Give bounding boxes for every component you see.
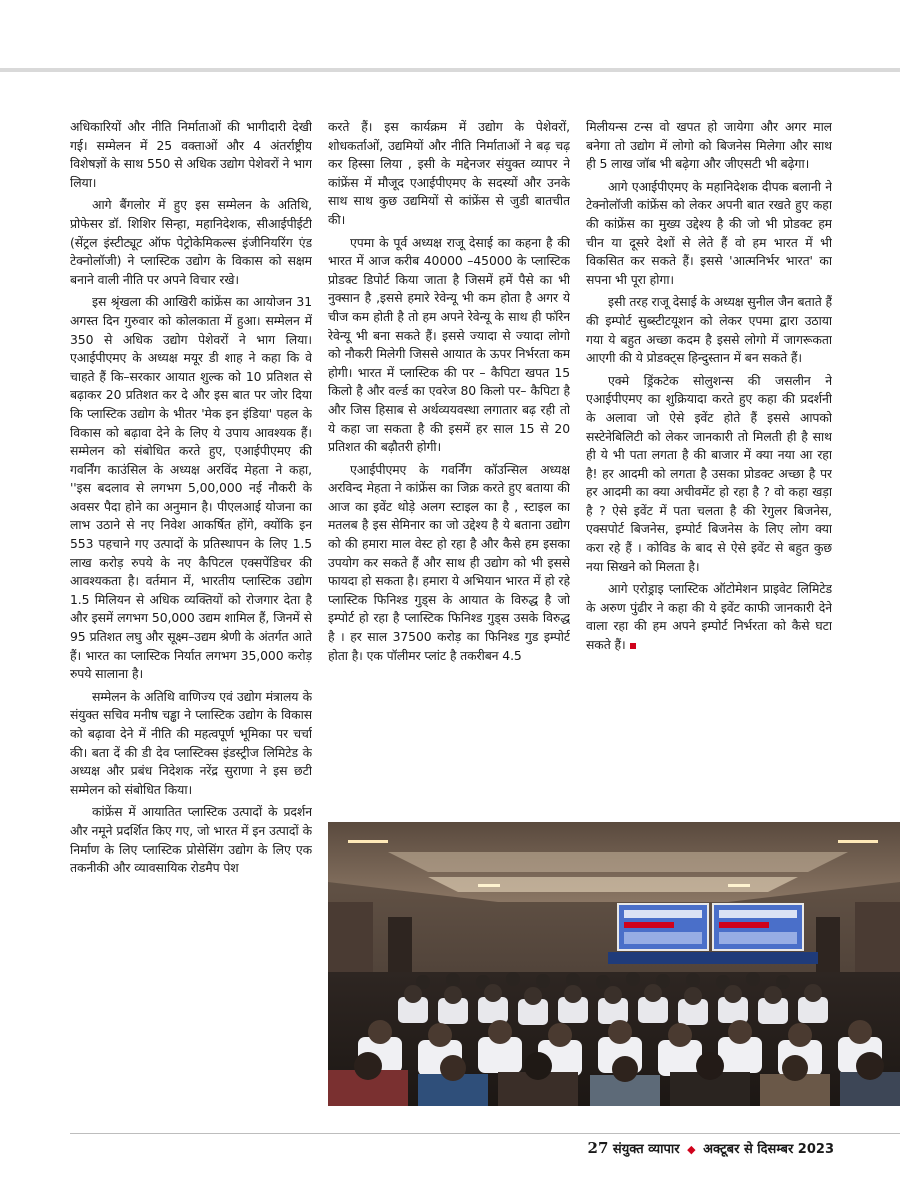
- article-column-3: [586, 118, 832, 823]
- paragraph: [586, 580, 832, 654]
- article-column-1: [70, 118, 312, 1108]
- footer-rule: [70, 1133, 900, 1134]
- paragraph: मिलीयन्स टन्स वो खपत हो जायेगा और अगर माल बनेगा तो उद्योग में लोगो को बिजनेस मिलेगा और साथ ही 5 लाख जॉब भी बढ़ेगा और जीएसटी भी बढ़ेगा।: [586, 119, 832, 172]
- paragraph-text: आगे एरोड्राइ प्लास्टिक ऑटोमेशन प्राइवेट लिमिटेड के अरुण पुंढीर ने कहा की ये इवेंट काफी जानकारी देने वाला रहा की हम अपने इम्पोर्ट निर्भरता को कैसे घटा सकते हैं।: [586, 581, 832, 653]
- paragraph: एपमा के पूर्व अध्यक्ष राजू देसाई का कहना है की भारत में आज करीब 40000 –45000 के प्लास्टिक प्रोडक्ट डिपोर्ट किया जाता है जिसमें हमें पैसे का भी नुक्सान है ,इससे हमारे रेवेन्यू भी कम होता है अगर ये चीज कम होती है तो हम अपने रेवेन्यू के साथ ही फॉरेन रेवेन्यू भी बना सकते हैं। इससे ज्यादा से ज्यादा लोगो को नौकरी मिलेगी जिससे आयात के ऊपर निर्भरता कम होगी। भारत में प्लास्टिक की पर – कैपिटा खपत 15 किलो है और वर्ल्ड का एवरेज 80 किलो पर– कैपिटा है और जिस हिसाब से अर्थव्ययवस्था लगातार बढ़ रही तो ये कहा जा सकता है की इसमें हर साल 15 से 20 प्रतिशत की बढ़ौतरी होगी।: [328, 234, 570, 455]
- top-rule: [0, 68, 900, 72]
- paragraph: अधिकारियों और नीति निर्माताओं की भागीदारी देखी गई। सम्मेलन में 25 वक्ताओं और 4 अंतर्राष्ट्रीय विशेषज्ञों के साथ 550 से अधिक उद्योग पेशेवरों ने भाग लिया।: [70, 119, 312, 190]
- page-number: 27: [587, 1139, 609, 1157]
- paragraph: एक्मे ड्रिंकटेक सोलुशन्स की जसलीन ने एआईपीएमए का शुक्रियादा करते हुए कहा की प्रदर्शनी के अलावा जो ऐसे इवेंट होते हैं इससे आपको सस्टेनेबिलिटी को लेकर जानकारी तो मिलती ही है साथ ही ये भी पता लगता है की बाजार में क्या नया आ रहा है! हर आदमी को लगता है उसका प्रोडक्ट अच्छा है पर हर आदमी का क्या अचीवमेंट हो रहा है ? वो कहा खड़ा है ? ऐसे इवेंट में पता चलता है की रेगुलर बिजनेस, एक्सपोर्ट बिजनेस, इम्पोर्ट बिजनेस के लिए लोग क्या करा रहे हैं । कोविड के बाद से ऐसे इवेंट से बहुत कुछ नया सिखने को मिलता है।: [586, 372, 832, 574]
- article-column-2: [328, 118, 570, 818]
- paragraph: कांफ्रेंस में आयातित प्लास्टिक उत्पादों के प्रदर्शन और नमूने प्रदर्शित किए गए, जो भारत में इन उत्पादों के निर्माण के लिए प्लास्टिक प्रोसेसिंग उद्योग के लिए एक तकनीकी और व्यावसायिक रोडमैप पेश: [70, 804, 312, 876]
- conference-hall-photo: [328, 822, 900, 1106]
- magazine-name: संयुक्त व्यापार: [612, 1142, 680, 1157]
- paragraph: सम्मेलन के अतिथि वाणिज्य एवं उद्योग मंत्रालय के संयुक्त सचिव मनीष चड्ढा ने प्लास्टिक उद्योग के विकास को बढ़ावा देने में नीति की महत्वपूर्ण भूमिका पर चर्चा की। बता दें की डी देव प्लास्टिक्स इंडस्ट्रीज लिमिटेड के अध्यक्ष और प्रबंध निदेशक नरेंद्र सुराणा ने इस छटी सम्मेलन को संबोधित किया।: [70, 688, 312, 797]
- paragraph: करते हैं। इस कार्यक्रम में उद्योग के पेशेवरों, शोधकर्ताओं, उद्यमियों और नीति निर्माताओं ने बढ़ चढ़ कर हिस्सा लिया , इसी के मद्देनजर संयुक्त व्यापर ने कांफ्रेंस में मौजूद एआईपीएमए के सदस्यों और उनके साथ साथ कुछ उद्यमियों से कांफ्रेंस से जुडी बातचीत की।: [328, 119, 570, 227]
- paragraph: इसी तरह राजू देसाई के अध्यक्ष सुनील जैन बताते हैं की इम्पोर्ट सुब्स्टीटयूशन को लेकर एपमा द्वारा उठाया गया ये बहुत अच्छा कदम है इससे लोगो में जागरूकता आएगी की ये प्रोडक्ट्स हिन्दुस्तान में बन सकते हैं।: [586, 294, 832, 366]
- paragraph: एआईपीएमए के गवर्निंग कॉउन्सिल अध्यक्ष अरविन्द मेहता ने कांफ्रेंस का जिक्र करते हुए बताया की आज का इवेंट थोड़े अलग स्टाइल का है , स्टाइल का मतलब है इस सेमिनार का जो उद्देश्य है ये बताना उद्योग को की हमारा माल वेस्ट हो रहा है और कैसे हम इसका उपयोग कर सकते हैं और साथ ही उद्योग को भी इससे फायदा हो सकता है। हमारा ये अभियान भारत में हो रहे प्लास्टिक फिनिश्ड गुड्स के आयात के विरुद्ध है जो इम्पोर्ट हो रहा है प्लास्टिक फिनिश्ड गुड्स उसके विरुद्ध है । हर साल 37500 करोड़ का फिनिश्ड गुड इम्पोर्ट होता है। एक पॉलीमर प्लांट है तकरीबन 4.5: [328, 461, 570, 663]
- paragraph: आगे एआईपीएमए के महानिदेशक दीपक बलानी ने टेक्नोलॉजी कांफ्रेंस को लेकर अपनी बात रखते हुए कहा की कांफ्रेंस का मुख्य उद्देश्य है की जो भी प्रोडक्ट हम चीन या दूसरे देशों से लेते हैं वो हम भारत में भी विकसित कर सकते हैं। इससे 'आत्मनिर्भर भारत' का सपना भी पूरा होगा।: [586, 178, 832, 287]
- diamond-separator-icon: ◆: [687, 1143, 696, 1156]
- article-end-mark-icon: [630, 643, 636, 649]
- page-footer: [588, 1139, 834, 1157]
- paragraph: इस श्रृंखला की आखिरी कांफ्रेंस का आयोजन 31 अगस्त दिन गुरुवार को कोलकाता में हुआ। सम्मेलन में 350 से अधिक उद्योग पेशेवरों ने भाग लिया।एआईपीएमए के अध्यक्ष मयूर डी शाह ने कहा कि वे चाहते हैं कि–सरकार आयात शुल्क को 10 प्रतिशत से बढ़ाकर 20 प्रतिशत कर दे और इस बात पर जोर दिया कि प्लास्टिक उद्योग के भीतर 'मेक इन इंडिया' पहल के विकास को बढ़ावा देने के लिए ये उपाय आवश्यक हैं। सम्मेलन को संबोधित करते हुए, एआईपीएमए की गवर्निंग काउंसिल के अध्यक्ष अरविंद मेहता ने कहा, ''इस बदलाव से लगभग 5,00,000 नई नौकरी के अवसर पैदा होने का अनुमान है। पीएलआई योजना का लाभ उठाने से नए निवेश आकर्षित होंगे, क्योंकि इन 553 पहचाने गए उत्पादों के प्रतिस्थापन के लिए 1.5 लाख करोड़ रुपये के नए कैपिटल एक्सपेंडिचर की आवश्यकता है। वर्तमान में, भारतीय प्लास्टिक उद्योग 1.5 मिलियन से अधिक व्यक्तियों को रोजगार देता है और इसमें लगभग 50,000 उद्यम शामिल हैं, जिनमें से 95 प्रतिशत लघु और सूक्ष्म–उद्यम श्रेणी के अंतर्गत आते हैं। भारत का प्लास्टिक निर्यात लगभग 35,000 करोड़ रुपये सालाना है।: [70, 294, 312, 682]
- paragraph: आगे बैंगलोर में हुए इस सम्मेलन के अतिथि, प्रोफेसर डॉ. शिशिर सिन्हा, महानिदेशक, सीआईपीईटी (सेंट्रल इंस्टीट्यूट ऑफ पेट्रोकेमिकल्स इंजीनियरिंग एंड टेक्नोलॉजी) ने प्लास्टिक उद्योग के विकास को सक्षम बनाने वाली नीति पर अपने विचार रखे।: [70, 197, 312, 287]
- issue-date: अक्टूबर से दिसम्बर 2023: [703, 1142, 834, 1157]
